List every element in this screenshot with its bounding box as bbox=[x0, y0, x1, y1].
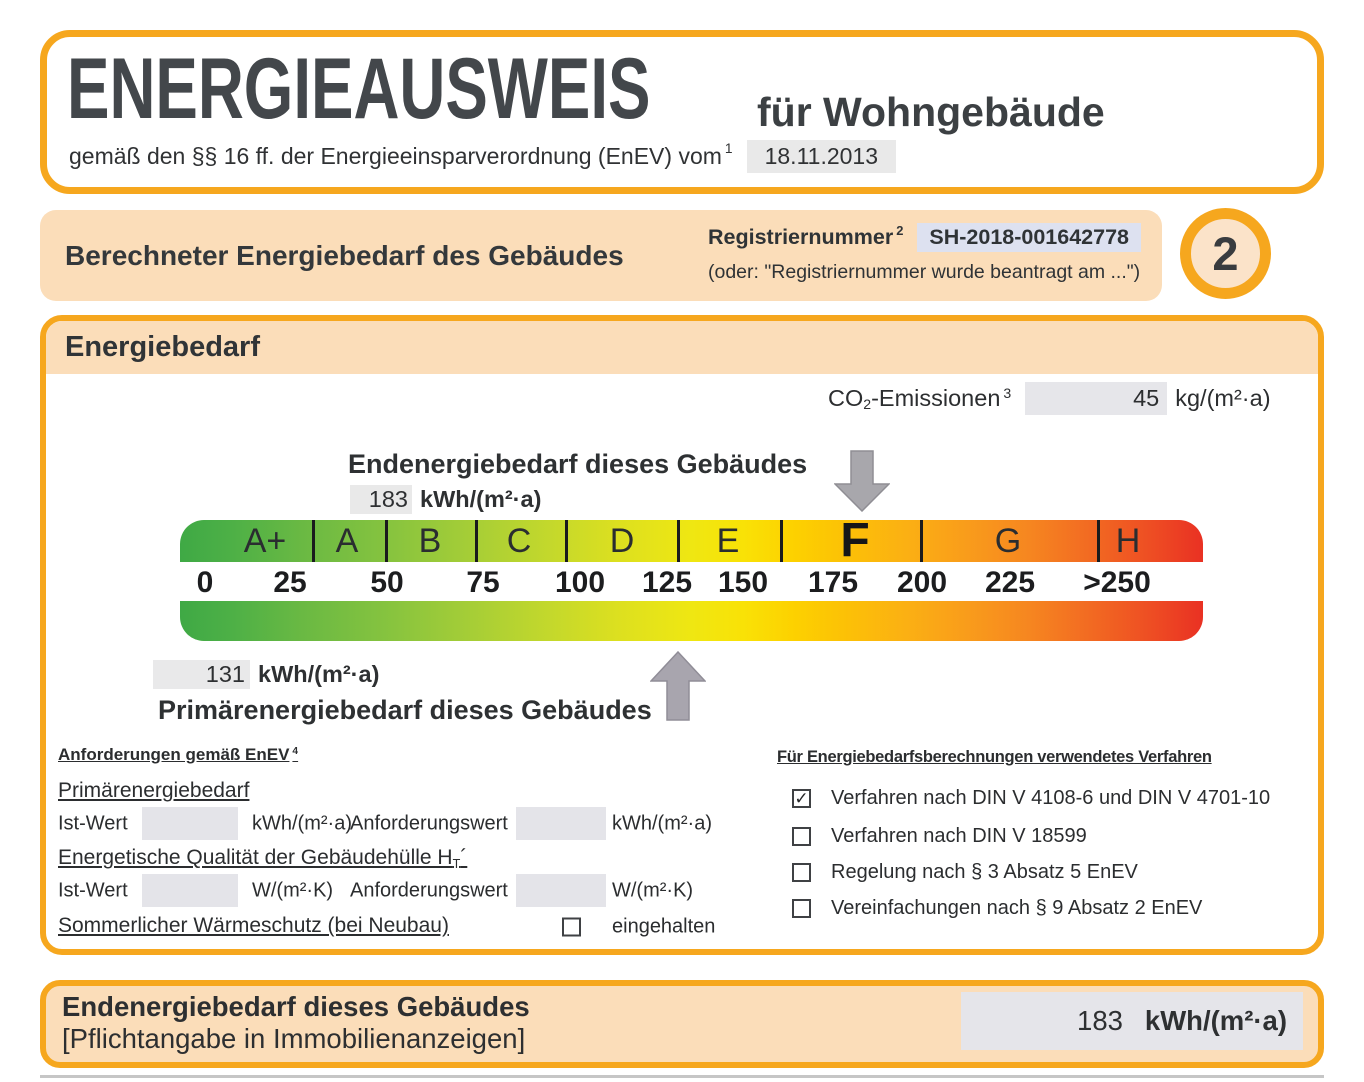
scale-tick: 175 bbox=[807, 566, 859, 599]
scale-gradient-bar bbox=[180, 601, 1203, 641]
scale-tick: 25 bbox=[273, 566, 307, 599]
end-energy-marker-arrow bbox=[834, 450, 890, 512]
co2-unit: kg/(m²·a) bbox=[1175, 384, 1271, 411]
scale-tick: 0 bbox=[196, 566, 214, 599]
registration-label: Registriernummer bbox=[708, 225, 894, 249]
method-option-label: Regelung nach § 3 Absatz 5 EnEV bbox=[831, 861, 1138, 883]
primary-energy-value-field[interactable] bbox=[153, 660, 250, 689]
summer-checkbox[interactable] bbox=[562, 917, 581, 936]
registration-alt-note: (oder: "Registriernummer wurde beantragt am ...") bbox=[708, 261, 1141, 283]
page-separator-line bbox=[40, 1075, 1324, 1078]
end-energy-unit: kWh/(m²·a) bbox=[420, 486, 542, 512]
scale-divider bbox=[475, 520, 478, 562]
scale-divider bbox=[677, 520, 680, 562]
method-checkbox-din-4108[interactable] bbox=[792, 789, 811, 808]
anforderungswert-label: Anforderungswert bbox=[350, 812, 508, 834]
scale-band-f-selected: F bbox=[840, 514, 870, 567]
method-heading: Für Energiebedarfsberechnungen verwendetes Verfahren bbox=[777, 748, 1212, 766]
scale-tick: 125 bbox=[641, 566, 693, 599]
scale-divider bbox=[312, 520, 315, 562]
ist-wert-unit: W/(m²·K) bbox=[252, 879, 334, 901]
scale-band-a-plus: A+ bbox=[243, 522, 287, 560]
method-option-row bbox=[792, 897, 1202, 920]
registration-row bbox=[708, 223, 1141, 252]
ist-wert-field[interactable] bbox=[142, 874, 238, 907]
footer-subtitle: [Pflichtangabe in Immobilienanzeigen] bbox=[62, 1023, 526, 1054]
co2-emissions-row bbox=[828, 381, 1271, 415]
law-reference-text: gemäß den §§ 16 ff. der Energieeinsparverordnung (EnEV) vom bbox=[69, 143, 722, 169]
issue-date-field[interactable]: 18.11.2013 bbox=[747, 140, 896, 173]
scale-band-h: H bbox=[1115, 522, 1141, 560]
scale-band-e: E bbox=[716, 522, 740, 560]
footer-unit: kWh/(m²·a) bbox=[1144, 1005, 1287, 1036]
scale-tick: 225 bbox=[984, 566, 1036, 599]
scale-band-g: G bbox=[994, 522, 1022, 560]
requirements-heading: Anforderungen gemäß EnEV $^4$ bbox=[58, 745, 299, 764]
anforderungswert-field[interactable] bbox=[516, 807, 606, 840]
footer-bar bbox=[40, 980, 1324, 1068]
summer-option-label: eingehalten bbox=[612, 915, 716, 937]
footer-value-field[interactable] bbox=[961, 992, 1303, 1050]
primary-energy-values-row bbox=[46, 807, 786, 840]
footer-title: Endenergiebedarf dieses Gebäudes bbox=[62, 991, 530, 1022]
envelope-quality-heading: Energetische Qualität der Gebäudehülle HT´ bbox=[58, 846, 468, 871]
end-energy-value-field[interactable] bbox=[350, 485, 412, 514]
scale-band-b: B bbox=[418, 522, 442, 560]
envelope-values-row bbox=[46, 874, 786, 907]
section-title-bar bbox=[40, 210, 1162, 301]
primary-energy-requirement-heading: Primärenergiebedarf bbox=[58, 779, 250, 802]
page-number-badge bbox=[1180, 208, 1271, 299]
document-title: ENERGIEAUSWEIS bbox=[67, 41, 651, 137]
method-option-row bbox=[792, 787, 1270, 810]
scale-tick: 75 bbox=[466, 566, 500, 599]
method-checkbox-din-18599[interactable] bbox=[792, 827, 811, 846]
anforderungswert-field[interactable] bbox=[516, 874, 606, 907]
method-option-label: Vereinfachungen nach § 9 Absatz 2 EnEV bbox=[831, 897, 1203, 919]
footnote-2: 2 bbox=[896, 222, 904, 238]
end-energy-value-row bbox=[350, 485, 541, 514]
page-number: 2 bbox=[1212, 227, 1239, 280]
co2-label: CO2-Emissionen $^3$ bbox=[828, 384, 1012, 413]
scale-band-bar bbox=[180, 514, 1203, 567]
end-energy-heading: Endenergiebedarf dieses Gebäudes bbox=[348, 449, 808, 479]
method-option-label: Verfahren nach DIN V 18599 bbox=[831, 825, 1087, 847]
registration-number-field[interactable]: SH-2018-001642778 bbox=[917, 223, 1141, 252]
scale-divider bbox=[1097, 520, 1100, 562]
anforderungswert-unit: kWh/(m²·a) bbox=[612, 812, 712, 834]
primary-energy-unit: kWh/(m²·a) bbox=[258, 661, 380, 687]
footnote-4: 4 bbox=[292, 746, 299, 758]
energy-demand-panel bbox=[40, 315, 1324, 955]
method-checkbox-vereinfachungen[interactable] bbox=[792, 899, 811, 918]
header-box bbox=[40, 30, 1324, 194]
method-option-row bbox=[792, 825, 1087, 848]
method-checkbox-regelung[interactable] bbox=[792, 863, 811, 882]
scale-divider bbox=[780, 520, 783, 562]
anforderungswert-unit: W/(m²·K) bbox=[612, 879, 694, 901]
primary-energy-value-row bbox=[153, 660, 379, 689]
scale-tick: 150 bbox=[717, 566, 769, 599]
primary-energy-marker-arrow bbox=[650, 651, 706, 721]
scale-tick: 50 bbox=[370, 566, 404, 599]
scale-tick: >250 bbox=[1083, 566, 1151, 599]
primary-energy-value: 131 bbox=[205, 661, 245, 687]
checkmark-icon: ✓ bbox=[794, 789, 809, 808]
scale-tick: 200 bbox=[896, 566, 948, 599]
ist-wert-field[interactable] bbox=[142, 807, 238, 840]
panel-title: Energiebedarf bbox=[65, 331, 260, 363]
scale-band-c: C bbox=[506, 522, 532, 560]
co2-value: 45 bbox=[1133, 384, 1160, 411]
scale-tick-row bbox=[180, 562, 1203, 601]
primary-energy-heading: Primärenergiebedarf dieses Gebäudes bbox=[158, 695, 652, 725]
anforderungswert-label: Anforderungswert bbox=[350, 879, 508, 901]
summer-heat-protection-row bbox=[46, 910, 786, 943]
scale-band-a: A bbox=[335, 522, 359, 560]
scale-divider bbox=[385, 520, 388, 562]
ist-wert-label: Ist-Wert bbox=[58, 812, 128, 834]
ist-wert-label: Ist-Wert bbox=[58, 879, 128, 901]
scale-band-d: D bbox=[609, 522, 635, 560]
footnote-3: 3 bbox=[1003, 384, 1012, 401]
section-title: Berechneter Energiebedarf des Gebäudes bbox=[65, 239, 624, 271]
scale-divider bbox=[920, 520, 923, 562]
scale-tick: 100 bbox=[554, 566, 606, 599]
co2-value-field[interactable] bbox=[1025, 382, 1167, 415]
method-option-label: Verfahren nach DIN V 4108-6 und DIN V 4701-10 bbox=[831, 787, 1271, 809]
footer-value: 183 bbox=[1077, 1005, 1123, 1036]
ist-wert-unit: kWh/(m²·a) bbox=[252, 812, 352, 834]
document-title-suffix: für Wohngebäude bbox=[757, 89, 1105, 135]
law-reference-line bbox=[69, 140, 896, 173]
scale-divider bbox=[565, 520, 568, 562]
energy-efficiency-scale bbox=[180, 514, 1203, 641]
end-energy-value: 183 bbox=[368, 486, 408, 512]
method-option-row bbox=[792, 861, 1138, 884]
summer-heat-protection-heading: Sommerlicher Wärmeschutz (bei Neubau) bbox=[58, 914, 449, 937]
footnote-1: 1 bbox=[724, 141, 733, 157]
